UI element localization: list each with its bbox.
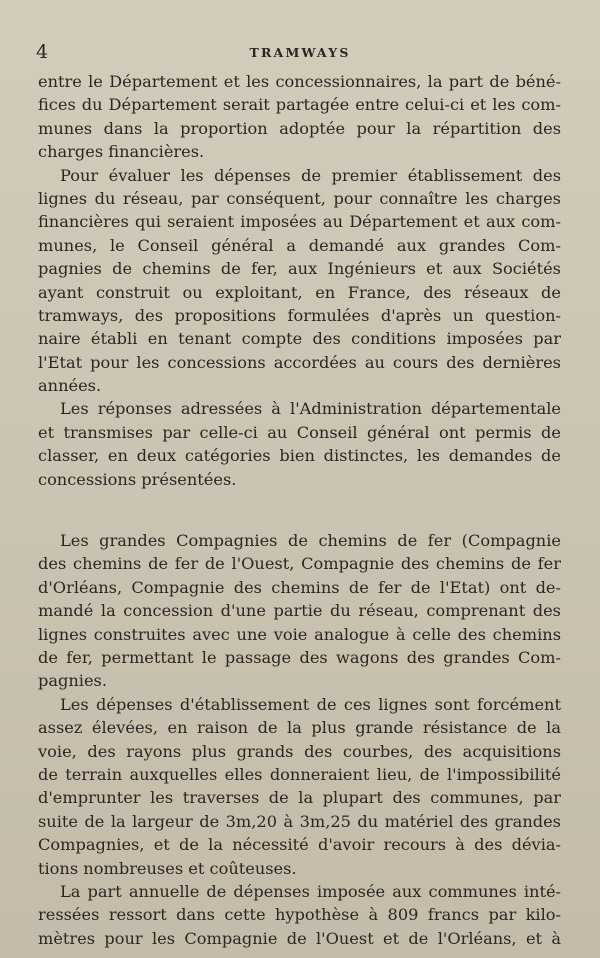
paragraph [38,693,561,880]
text-line: naire établi en tenant compte des conditions imposées par [38,329,561,349]
text-line: lignes du réseau, par conséquent, pour connaître les charges [38,188,561,208]
section-gap [38,491,561,529]
text-line: classer, en deux catégories bien distinctes, les demandes de [38,446,561,466]
body-text [38,70,561,950]
text-line: Pour évaluer les dépenses de premier établissement des [60,165,561,185]
text-line: de fer, permettant le passage des wagons des grandes Com- [38,647,561,667]
text-line: charges financières. [38,142,205,162]
text-line: entre le Département et les concessionnaires, la part de béné- [38,72,561,91]
text-line: fices du Département serait partagée entre celui-ci et les com- [38,95,561,115]
text-line: l'Etat pour les concessions accordées au cours des dernières [38,352,561,372]
text-line: ayant construit ou exploitant, en France, des réseaux de [38,282,561,302]
text-line: tions nombreuses et coûteuses. [38,858,297,878]
running-title: TRAMWAYS [249,45,351,60]
text-line: années. [38,376,102,396]
text-line: et transmises par celle-ci au Conseil général ont permis de [38,422,561,442]
text-line: munes dans la proportion adoptée pour la répartition des [38,118,561,138]
text-line: suite de la largeur de 3m,20 à 3m,25 du matériel des grandes [38,811,561,831]
text-line: Les réponses adressées à l'Administration départementale [60,399,561,419]
paragraph [38,70,561,164]
text-line: concessions présentées. [38,469,237,489]
text-line: pagnies. [38,671,108,691]
text-line: d'Orléans, Compagnie des chemins de fer de l'Etat) ont de- [38,577,561,597]
text-line: tramways, des propositions formulées d'après un question- [38,305,561,325]
paragraph [38,529,561,693]
paragraph [38,880,561,950]
text-line: voie, des rayons plus grands des courbes, des acquisitions [38,741,561,761]
text-line: La part annuelle de dépenses imposée aux communes inté- [60,881,561,901]
text-line: mètres pour les Compagnie de l'Ouest et de l'Orléans, et à [38,928,561,948]
text-line: ressées ressort dans cette hypothèse à 809 francs par kilo- [38,905,561,925]
text-line: munes, le Conseil général a demandé aux grandes Com- [38,235,561,255]
text-line: mandé la concession d'une partie du réseau, comprenant des [38,601,561,621]
text-line: pagnies de chemins de fer, aux Ingénieurs et aux Sociétés [38,259,561,279]
text-line: des chemins de fer de l'Ouest, Compagnie des chemins de fer [38,554,561,574]
text-line: d'emprunter les traverses de la plupart des communes, par [38,788,561,808]
text-line: Les grandes Compagnies de chemins de fer (Compagnie [60,531,561,551]
text-line: assez élevées, en raison de la plus grande résistance de la [38,718,561,738]
paragraph [38,397,561,491]
page-number: 4 [36,41,49,63]
paragraph [38,164,561,398]
page-header [36,40,564,66]
text-line: lignes construites avec une voie analogue à celle des chemins [38,624,561,644]
text-line: Les dépenses d'établissement de ces lignes sont forcément [60,694,561,714]
text-line: de terrain auxquelles elles donneraient lieu, de l'impossibilité [38,764,561,784]
text-line: Compagnies, et de la nécessité d'avoir recours à des dévia- [38,835,561,855]
text-line: financières qui seraient imposées au Département et aux com- [38,212,561,232]
